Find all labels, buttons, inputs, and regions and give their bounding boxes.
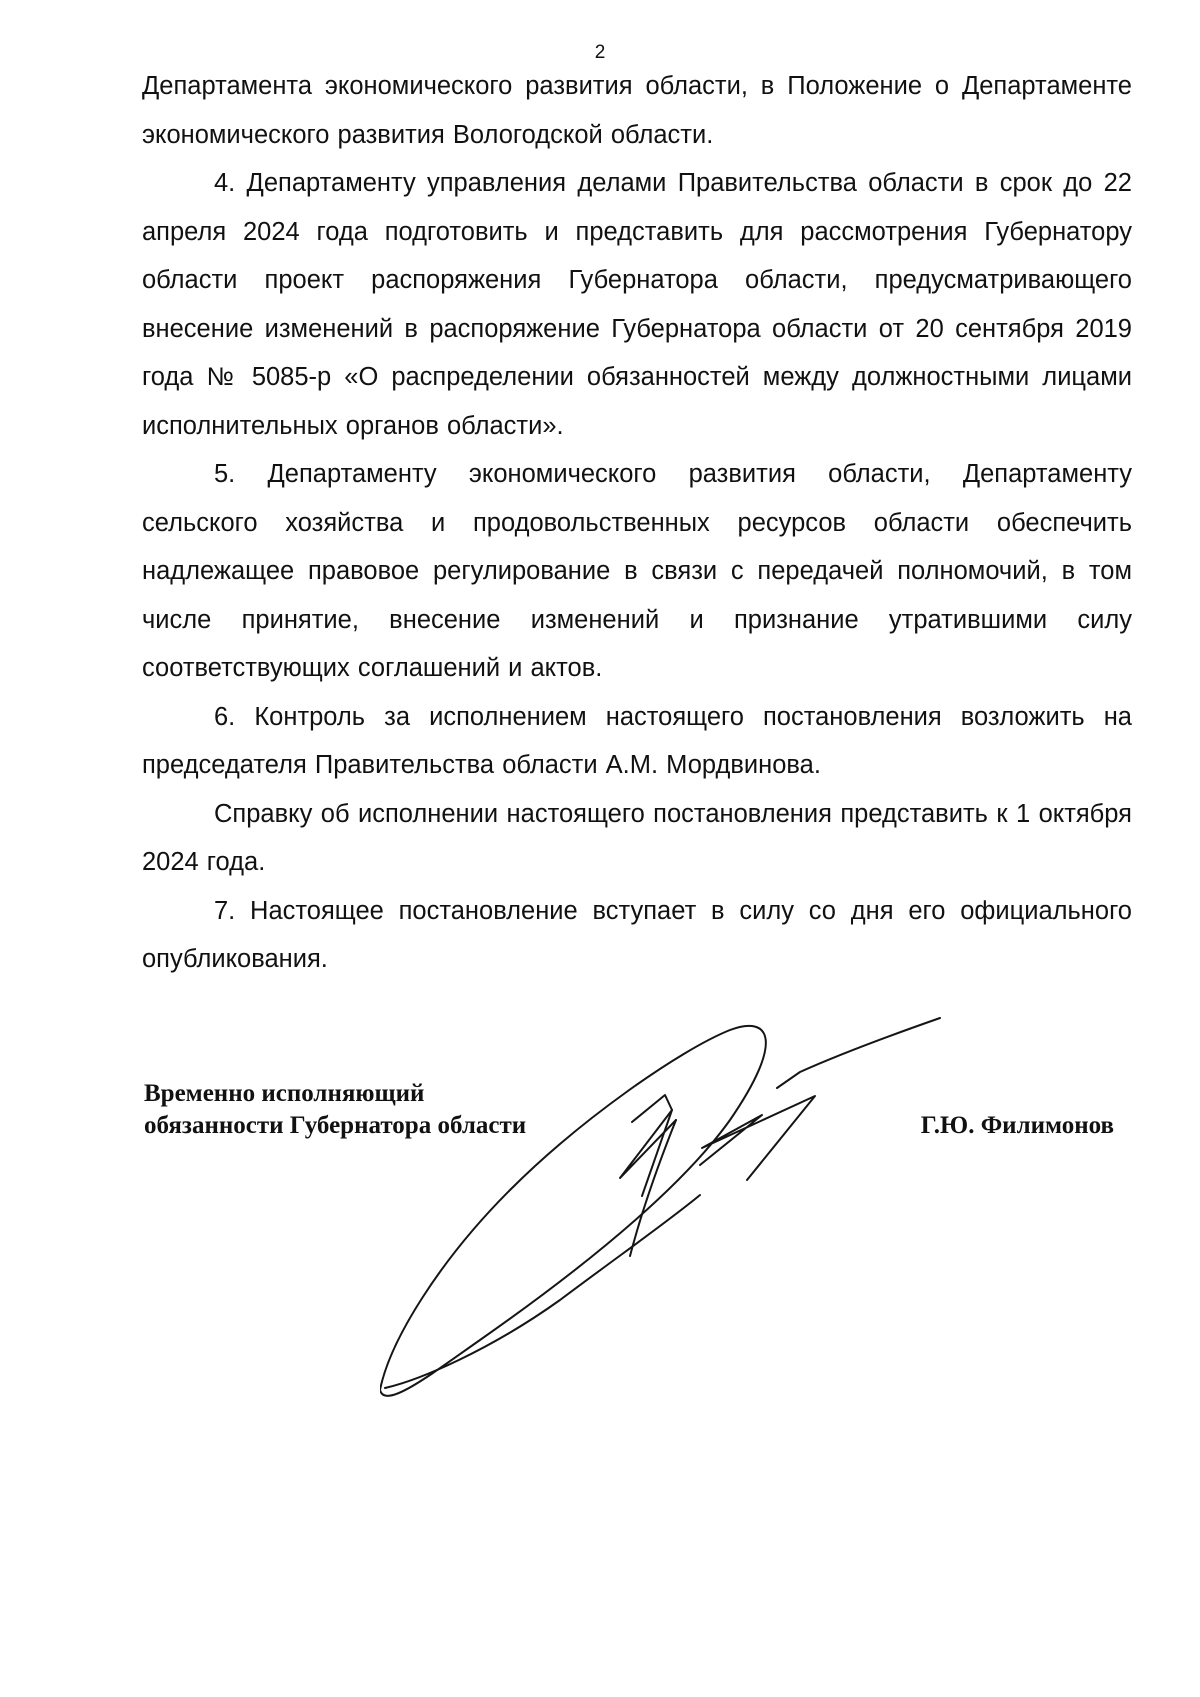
paragraph-item-7: 7. Настоящее постановление вступает в силу со дня его официального опубликования. [142, 896, 1132, 973]
paragraph-item-5: 5. Департаменту экономического развития области, Департаменту сельского хозяйства и продовольственных ресурсов области обеспечить надлежащее правовое регулирование в связи с передачей полномочий, в том числе принятие, внесение изменений и признание утратившими силу соответствующих соглашений и актов. [142, 460, 1132, 682]
handwritten-signature [380, 1010, 1000, 1405]
paragraph-continuation: Департамента экономического развития области, в Положение о Департаменте экономического развития Вологодской области. [142, 72, 1132, 149]
paragraph-item-6: 6. Контроль за исполнением настоящего постановления возложить на председателя Правительства области А.М. Мордвинова. [142, 702, 1132, 779]
signature-block [144, 1078, 1134, 1142]
paragraph-report-deadline: Справку об исполнении настоящего постановления представить к 1 октября 2024 года. [142, 799, 1132, 876]
document-body [142, 62, 1132, 984]
page-number: 2 [594, 42, 606, 63]
signatory-name: Г.Ю. Филимонов [920, 1112, 1114, 1139]
signatory-title-line-1: Временно исполняющий [144, 1080, 425, 1107]
signatory-title-line-2: обязанности Губернатора области [144, 1112, 527, 1139]
paragraph-item-4: 4. Департаменту управления делами Правительства области в срок до 22 апреля 2024 года подготовить и представить для рассмотрения Губернатору области проект распоряжения Губернатора области, предусматривающего внесение изменений в распоряжение Губернатора области от 20 сентября 2019 года № 5085-р «О распределении обязанностей между должностными лицами исполнительных органов области». [142, 169, 1132, 440]
